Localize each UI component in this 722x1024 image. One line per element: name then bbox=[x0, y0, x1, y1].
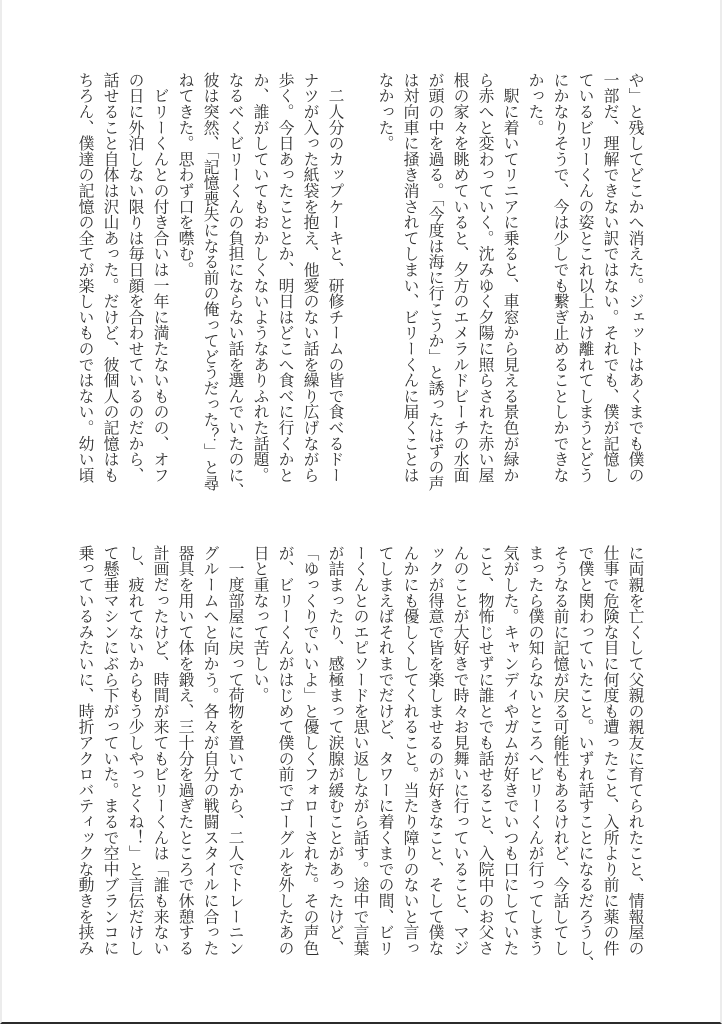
text-column: が詰まったり、感極まって涙腺が緩むことがあったけど、 bbox=[326, 545, 345, 956]
text-column: 仕事で危険な目に何度も遭ったこと、入所より前に薬の件 bbox=[601, 545, 620, 956]
text-column: なかった。 bbox=[376, 72, 395, 151]
text-column: が頭の中を過る。「今度は海に行こうか」と誘ったはずの声 bbox=[426, 72, 445, 491]
text-column: 気がした。キャンディやガムが好きでいつも口にしていた bbox=[501, 545, 520, 956]
text-column: ナツが入った紙袋を抱え、他愛のない話を繰り広げながら bbox=[301, 72, 320, 483]
text-column: ねてきた。思わず口を噤む。 bbox=[176, 72, 195, 278]
lower-text-block bbox=[73, 545, 648, 972]
text-column: ビリーくんとの付き合いは一年に満たないものの、オフ bbox=[151, 72, 170, 483]
text-column: で僕と関わっていたこと。いずれ話すことになるだろうし、 bbox=[576, 545, 595, 972]
text-column: にかなりそうで、今は少しでも繋ぎ止めることしかできな bbox=[551, 72, 570, 483]
upper-text-block bbox=[73, 72, 648, 499]
text-column: こと、物怖じせずに誰とでも話せること、入院中のお父さ bbox=[476, 545, 495, 956]
text-column: ーくんとのエピソードを思い返しながら話す。途中で言葉 bbox=[351, 545, 370, 956]
text-column: 一部だ、理解できない訳ではない。それでも、僕が記憶し bbox=[601, 72, 620, 483]
text-column: 計画だったけど、時間が来てもビリーくんは「誰も来ない bbox=[151, 545, 170, 956]
text-column: 「ゆっくりでいいよ」と優しくフォローされた。その声色 bbox=[301, 545, 320, 956]
text-column: し、疲れてないからもう少しやっとくね！」と言伝だけし bbox=[126, 545, 145, 956]
text-column: なるべくビリーくんの負担にならない話を選んでいたのに、 bbox=[226, 72, 245, 499]
text-column: に両親を亡くして父親の親友に育てられたこと、情報屋の bbox=[626, 545, 645, 956]
text-column: 根の家々を眺めていると、夕方のエメラルドビーチの水面 bbox=[451, 72, 470, 483]
text-column: 話せること自体は沢山あった。だけど、彼個人の記憶はも bbox=[101, 72, 120, 483]
text-column: そうなる前に記憶が戻る可能性もあるけれど、今話してし bbox=[551, 545, 570, 956]
text-column: グルームへと向かう。各々が自分の戦闘スタイルに合った bbox=[201, 545, 220, 956]
text-column: 駅に着いてリニアに乗ると、車窓から見える景色が緑か bbox=[501, 72, 520, 483]
text-column: ックが得意で皆を楽しませるのが好きなこと、そして僕な bbox=[426, 545, 445, 956]
text-column: まったら僕の知らないところへビリーくんが行ってしまう bbox=[526, 545, 545, 956]
text-column: 乗っているみたいに、時折アクロバティックな動きを挟み bbox=[76, 545, 95, 956]
text-column: 二人分のカップケーキと、研修チームの皆で食べるドー bbox=[326, 72, 345, 483]
text-column: ら赤へと変わっていく。沈みゆく夕陽に照らされた赤い屋 bbox=[476, 72, 495, 483]
text-column: 彼は突然、「記憶喪失になる前の俺ってどうだった？」と尋 bbox=[201, 72, 220, 491]
text-column: 日と重なって苦しい。 bbox=[251, 545, 270, 703]
section-break bbox=[348, 72, 373, 484]
text-column: 歩く。今日あったこととか、明日はどこへ食べに行くかと bbox=[276, 72, 295, 483]
text-column: が、ビリーくんがはじめて僕の前でゴーグルを外したあの bbox=[276, 545, 295, 956]
text-column: 器具を用いて体を鍛え、三十分を過ぎたところで休憩する bbox=[176, 545, 195, 956]
text-column: ちろん、僕達の記憶の全てが楽しいものではない。幼い頃 bbox=[76, 72, 95, 483]
text-column: 一度部屋に戻って荷物を置いてから、二人でトレーニン bbox=[226, 545, 245, 956]
text-column: は対向車に掻き消されてしまい、ビリーくんに届くことは bbox=[401, 72, 420, 483]
text-column: ているビリーくんの姿とこれ以上かけ離れてしまうとどう bbox=[576, 72, 595, 483]
text-column: て懸垂マシンにぶら下がっていた。まるで空中ブランコに bbox=[101, 545, 120, 956]
text-column: か、誰がしていてもおかしくないようなありふれた話題。 bbox=[251, 72, 270, 483]
text-column: てしまえばそれまでだけど、タワーに着くまでの間、ビリ bbox=[376, 545, 395, 956]
text-column: や」と残してどこかへ消えた。ジェットはあくまでも僕の bbox=[626, 72, 645, 483]
text-column: んかにも優しくしてくれること。当たり障りのないと言っ bbox=[401, 545, 420, 956]
text-column: の日に外泊しない限りは毎日顔を合わせているのだから、 bbox=[126, 72, 145, 483]
text-column: かった。 bbox=[526, 72, 545, 136]
text-column: んのことが大好きで時々お見舞いに行っていること、マジ bbox=[451, 545, 470, 956]
